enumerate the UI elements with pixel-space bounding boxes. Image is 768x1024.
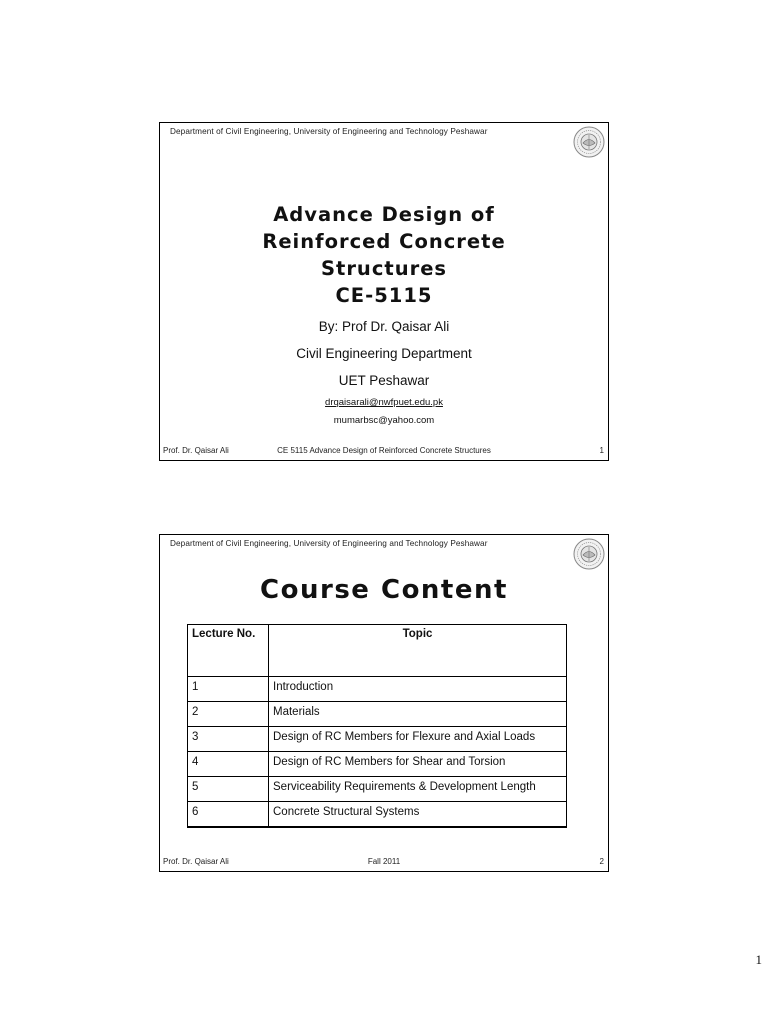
lecture-number: 4	[188, 752, 269, 777]
table-row	[188, 802, 567, 828]
lecture-number: 3	[188, 727, 269, 752]
university-seal-icon	[573, 538, 605, 570]
page-number: 1	[755, 952, 762, 967]
column-header-lecture: Lecture No.	[188, 625, 269, 677]
email-link-primary[interactable]: drqaisarali@nwfpuet.edu.pk	[325, 397, 443, 408]
lecture-number: 1	[188, 677, 269, 702]
footer-author: Prof. Dr. Qaisar Ali	[163, 446, 229, 455]
email-secondary: mumarbsc@yahoo.com	[333, 415, 435, 426]
footer-term: Fall 2011	[367, 857, 401, 866]
lecture-number: 6	[188, 802, 269, 828]
table-header-row	[188, 625, 567, 677]
lecture-topic: Materials	[269, 702, 567, 727]
lecture-topic: Introduction	[269, 677, 567, 702]
course-content-table	[187, 624, 567, 828]
lecture-topic: Concrete Structural Systems	[269, 802, 567, 828]
table-row	[188, 702, 567, 727]
lecture-topic: Design of RC Members for Shear and Torsion	[269, 752, 567, 777]
lecture-topic: Design of RC Members for Flexure and Axial Loads	[269, 727, 567, 752]
slide-number: 1	[599, 446, 604, 455]
slide-number: 2	[599, 857, 604, 866]
table-row	[188, 677, 567, 702]
slide-1	[159, 122, 609, 461]
table-row	[188, 752, 567, 777]
slide-2	[159, 534, 609, 872]
lecture-number: 5	[188, 777, 269, 802]
slide-title: Course Content	[260, 575, 508, 605]
institution-line: UET Peshawar	[338, 373, 430, 388]
slide-header: Department of Civil Engineering, University of Engineering and Technology Peshawar	[170, 539, 488, 548]
university-seal-icon	[573, 126, 605, 158]
table-row	[188, 727, 567, 752]
table-row	[188, 777, 567, 802]
footer-course: CE 5115 Advance Design of Reinforced Concrete Structures	[277, 446, 491, 455]
slide-header: Department of Civil Engineering, University of Engineering and Technology Peshawar	[170, 127, 488, 136]
lecture-number: 2	[188, 702, 269, 727]
department-line: Civil Engineering Department	[296, 346, 472, 361]
lecture-topic: Serviceability Requirements & Development Length	[269, 777, 567, 802]
column-header-topic: Topic	[269, 625, 567, 677]
footer-author: Prof. Dr. Qaisar Ali	[163, 857, 229, 866]
author-line: By: Prof Dr. Qaisar Ali	[318, 319, 450, 334]
presentation-title: Advance Design of Reinforced Concrete Structures CE-5115	[262, 203, 506, 307]
